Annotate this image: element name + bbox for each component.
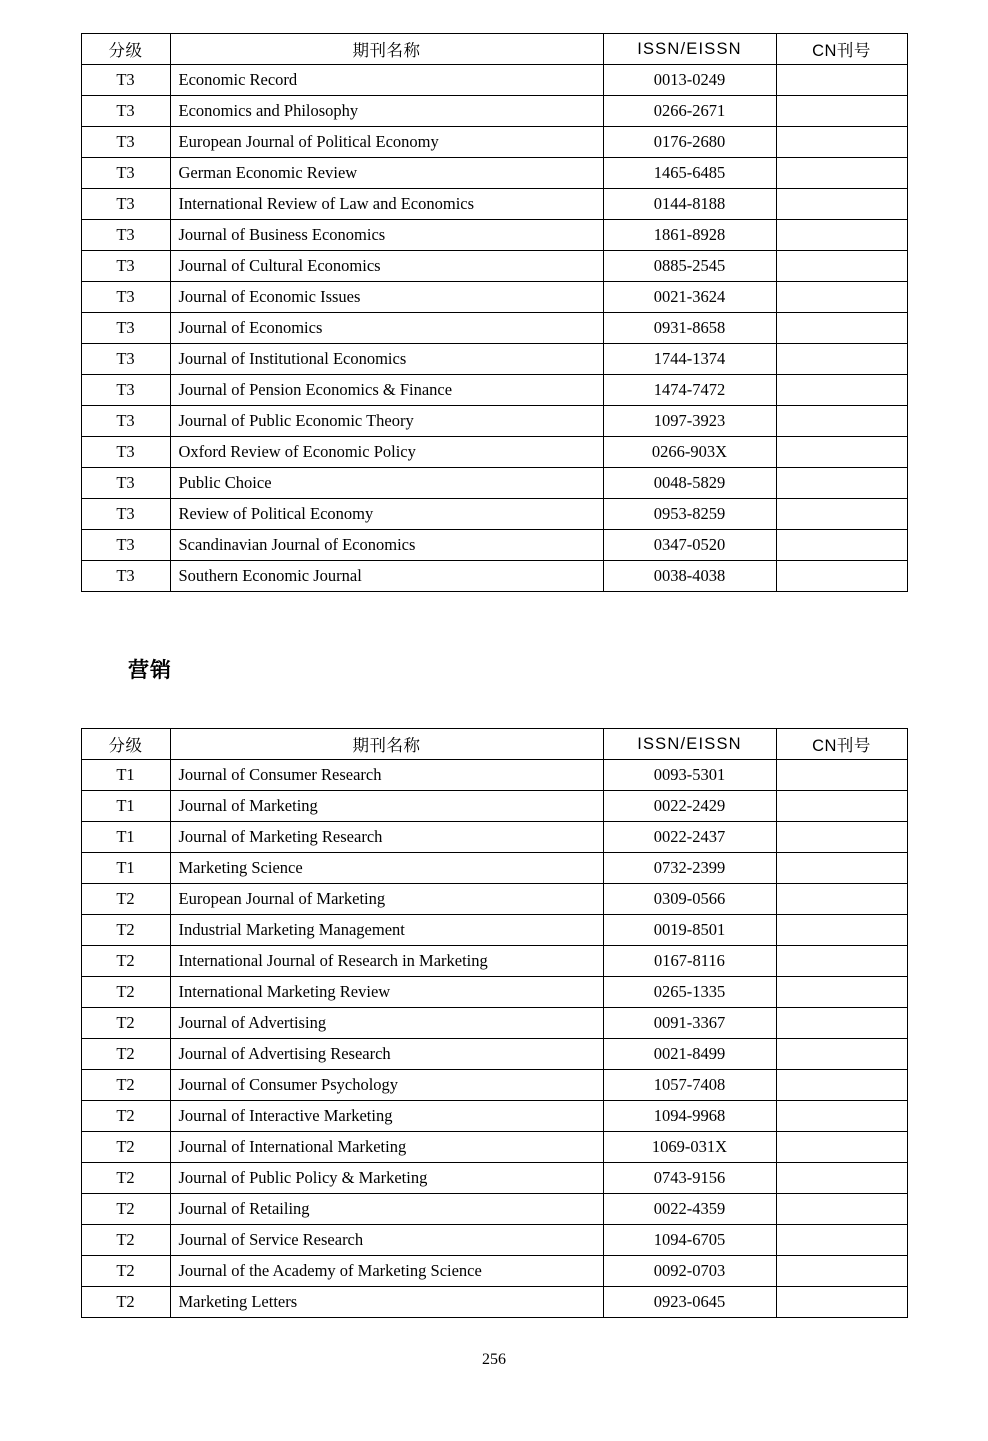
economics-journal-table <box>81 33 908 592</box>
cell-rank: T2 <box>81 946 170 977</box>
cell-journal-name: Journal of Business Economics <box>170 220 603 251</box>
section-gap <box>0 592 988 654</box>
marketing-section-title-block <box>0 654 988 688</box>
column-header-issn: ISSN/EISSN <box>603 34 776 65</box>
cell-rank: T2 <box>81 977 170 1008</box>
cell-cn-number <box>776 1194 907 1225</box>
column-header-rank: 分级 <box>81 34 170 65</box>
cell-cn-number <box>776 96 907 127</box>
marketing-table-wrapper <box>0 728 988 1318</box>
cell-rank: T3 <box>81 344 170 375</box>
cell-issn: 1094-9968 <box>603 1101 776 1132</box>
cell-rank: T3 <box>81 96 170 127</box>
table-row <box>81 884 907 915</box>
column-header-cn-number: CN刊号 <box>776 729 907 760</box>
cell-rank: T2 <box>81 1225 170 1256</box>
column-header-journal-name: 期刊名称 <box>170 34 603 65</box>
table-row <box>81 760 907 791</box>
table-row <box>81 313 907 344</box>
cell-issn: 1744-1374 <box>603 344 776 375</box>
cell-cn-number <box>776 406 907 437</box>
cell-issn: 0309-0566 <box>603 884 776 915</box>
cell-rank: T2 <box>81 1132 170 1163</box>
table-row <box>81 189 907 220</box>
cell-issn: 1057-7408 <box>603 1070 776 1101</box>
cell-issn: 0022-2429 <box>603 791 776 822</box>
cell-journal-name: Journal of Public Economic Theory <box>170 406 603 437</box>
cell-cn-number <box>776 344 907 375</box>
table-row <box>81 1070 907 1101</box>
cell-journal-name: Journal of Consumer Research <box>170 760 603 791</box>
cell-issn: 0092-0703 <box>603 1256 776 1287</box>
cell-journal-name: Journal of Advertising Research <box>170 1039 603 1070</box>
cell-rank: T2 <box>81 1256 170 1287</box>
cell-cn-number <box>776 822 907 853</box>
cell-issn: 0266-903X <box>603 437 776 468</box>
cell-rank: T2 <box>81 1163 170 1194</box>
table-row <box>81 437 907 468</box>
cell-journal-name: International Review of Law and Economics <box>170 189 603 220</box>
cell-rank: T3 <box>81 437 170 468</box>
cell-journal-name: Marketing Science <box>170 853 603 884</box>
cell-issn: 0019-8501 <box>603 915 776 946</box>
table-row <box>81 468 907 499</box>
cell-journal-name: Journal of Service Research <box>170 1225 603 1256</box>
cell-rank: T1 <box>81 822 170 853</box>
cell-rank: T3 <box>81 282 170 313</box>
cell-journal-name: Marketing Letters <box>170 1287 603 1318</box>
cell-journal-name: Journal of Interactive Marketing <box>170 1101 603 1132</box>
cell-cn-number <box>776 791 907 822</box>
cell-journal-name: Journal of Public Policy & Marketing <box>170 1163 603 1194</box>
table-header-row-group-2 <box>81 729 907 760</box>
cell-cn-number <box>776 499 907 530</box>
cell-rank: T2 <box>81 1070 170 1101</box>
table-row <box>81 853 907 884</box>
cell-cn-number <box>776 760 907 791</box>
cell-cn-number <box>776 65 907 96</box>
table-row <box>81 375 907 406</box>
cell-issn: 1465-6485 <box>603 158 776 189</box>
cell-issn: 0048-5829 <box>603 468 776 499</box>
cell-cn-number <box>776 375 907 406</box>
cell-cn-number <box>776 158 907 189</box>
cell-cn-number <box>776 530 907 561</box>
marketing-table-body <box>81 760 907 1318</box>
cell-rank: T1 <box>81 760 170 791</box>
cell-issn: 1094-6705 <box>603 1225 776 1256</box>
cell-journal-name: Journal of Retailing <box>170 1194 603 1225</box>
cell-cn-number <box>776 1287 907 1318</box>
cell-cn-number <box>776 884 907 915</box>
column-header-cn-number: CN刊号 <box>776 34 907 65</box>
cell-issn: 0931-8658 <box>603 313 776 344</box>
cell-rank: T3 <box>81 499 170 530</box>
cell-cn-number <box>776 946 907 977</box>
cell-cn-number <box>776 313 907 344</box>
cell-journal-name: Journal of the Academy of Marketing Science <box>170 1256 603 1287</box>
column-header-issn: ISSN/EISSN <box>603 729 776 760</box>
table-row <box>81 344 907 375</box>
cell-rank: T2 <box>81 1194 170 1225</box>
cell-journal-name: Scandinavian Journal of Economics <box>170 530 603 561</box>
cell-rank: T2 <box>81 1287 170 1318</box>
page-number: 256 <box>482 1351 506 1368</box>
cell-issn: 0022-2437 <box>603 822 776 853</box>
cell-cn-number <box>776 220 907 251</box>
cell-rank: T3 <box>81 220 170 251</box>
cell-journal-name: Journal of Cultural Economics <box>170 251 603 282</box>
cell-journal-name: Economic Record <box>170 65 603 96</box>
cell-rank: T3 <box>81 158 170 189</box>
table-header-row <box>81 34 907 65</box>
cell-issn: 0038-4038 <box>603 561 776 592</box>
cell-cn-number <box>776 1256 907 1287</box>
cell-rank: T2 <box>81 1008 170 1039</box>
cell-journal-name: International Marketing Review <box>170 977 603 1008</box>
cell-cn-number <box>776 1101 907 1132</box>
economics-table-wrapper <box>0 0 988 592</box>
marketing-journal-table <box>81 728 908 1318</box>
cell-journal-name: European Journal of Marketing <box>170 884 603 915</box>
table-row <box>81 1287 907 1318</box>
cell-rank: T3 <box>81 375 170 406</box>
cell-journal-name: Journal of International Marketing <box>170 1132 603 1163</box>
cell-rank: T3 <box>81 313 170 344</box>
cell-cn-number <box>776 1070 907 1101</box>
cell-issn: 0953-8259 <box>603 499 776 530</box>
table-row <box>81 65 907 96</box>
cell-journal-name: German Economic Review <box>170 158 603 189</box>
cell-rank: T2 <box>81 884 170 915</box>
cell-journal-name: Review of Political Economy <box>170 499 603 530</box>
cell-issn: 1474-7472 <box>603 375 776 406</box>
cell-cn-number <box>776 189 907 220</box>
cell-rank: T3 <box>81 561 170 592</box>
table-header-row <box>81 729 907 760</box>
table-row <box>81 1256 907 1287</box>
cell-cn-number <box>776 468 907 499</box>
cell-journal-name: Journal of Advertising <box>170 1008 603 1039</box>
table-row <box>81 530 907 561</box>
cell-issn: 0093-5301 <box>603 760 776 791</box>
cell-journal-name: Journal of Economic Issues <box>170 282 603 313</box>
cell-issn: 0743-9156 <box>603 1163 776 1194</box>
cell-journal-name: Southern Economic Journal <box>170 561 603 592</box>
marketing-section-title: 营销 <box>128 659 172 682</box>
cell-journal-name: Journal of Marketing Research <box>170 822 603 853</box>
table-row <box>81 96 907 127</box>
cell-journal-name: International Journal of Research in Marketing <box>170 946 603 977</box>
cell-issn: 0923-0645 <box>603 1287 776 1318</box>
table-row <box>81 915 907 946</box>
table-row <box>81 158 907 189</box>
table-row <box>81 977 907 1008</box>
table-row <box>81 822 907 853</box>
cell-issn: 0885-2545 <box>603 251 776 282</box>
table-row <box>81 1132 907 1163</box>
table-row <box>81 251 907 282</box>
cell-rank: T3 <box>81 189 170 220</box>
cell-issn: 1097-3923 <box>603 406 776 437</box>
cell-cn-number <box>776 1132 907 1163</box>
cell-rank: T3 <box>81 468 170 499</box>
table-row <box>81 282 907 313</box>
table-row <box>81 1039 907 1070</box>
cell-issn: 0732-2399 <box>603 853 776 884</box>
table-row <box>81 561 907 592</box>
cell-journal-name: Oxford Review of Economic Policy <box>170 437 603 468</box>
cell-cn-number <box>776 915 907 946</box>
cell-rank: T1 <box>81 853 170 884</box>
cell-cn-number <box>776 437 907 468</box>
cell-journal-name: Journal of Institutional Economics <box>170 344 603 375</box>
cell-journal-name: Industrial Marketing Management <box>170 915 603 946</box>
table-row <box>81 1194 907 1225</box>
cell-cn-number <box>776 561 907 592</box>
cell-rank: T3 <box>81 65 170 96</box>
table-row <box>81 220 907 251</box>
column-header-rank: 分级 <box>81 729 170 760</box>
cell-rank: T3 <box>81 406 170 437</box>
table-row <box>81 946 907 977</box>
cell-rank: T2 <box>81 1039 170 1070</box>
cell-journal-name: Journal of Economics <box>170 313 603 344</box>
cell-cn-number <box>776 1039 907 1070</box>
cell-issn: 1069-031X <box>603 1132 776 1163</box>
table-row <box>81 127 907 158</box>
cell-issn: 0266-2671 <box>603 96 776 127</box>
cell-cn-number <box>776 1163 907 1194</box>
cell-rank: T2 <box>81 915 170 946</box>
cell-journal-name: Journal of Pension Economics & Finance <box>170 375 603 406</box>
table-row <box>81 499 907 530</box>
cell-journal-name: Public Choice <box>170 468 603 499</box>
cell-issn: 0021-8499 <box>603 1039 776 1070</box>
table-row <box>81 1101 907 1132</box>
cell-journal-name: Journal of Consumer Psychology <box>170 1070 603 1101</box>
cell-issn: 0022-4359 <box>603 1194 776 1225</box>
table-row <box>81 1163 907 1194</box>
cell-cn-number <box>776 127 907 158</box>
cell-cn-number <box>776 282 907 313</box>
cell-journal-name: Economics and Philosophy <box>170 96 603 127</box>
cell-issn: 0347-0520 <box>603 530 776 561</box>
table-row <box>81 406 907 437</box>
cell-rank: T1 <box>81 791 170 822</box>
economics-table-body <box>81 65 907 592</box>
table-row <box>81 1008 907 1039</box>
cell-issn: 0091-3367 <box>603 1008 776 1039</box>
table-row <box>81 1225 907 1256</box>
cell-cn-number <box>776 977 907 1008</box>
cell-cn-number <box>776 251 907 282</box>
cell-issn: 0176-2680 <box>603 127 776 158</box>
cell-issn: 0013-0249 <box>603 65 776 96</box>
cell-rank: T2 <box>81 1101 170 1132</box>
column-header-journal-name: 期刊名称 <box>170 729 603 760</box>
cell-issn: 0021-3624 <box>603 282 776 313</box>
cell-issn: 1861-8928 <box>603 220 776 251</box>
cell-issn: 0265-1335 <box>603 977 776 1008</box>
cell-rank: T3 <box>81 127 170 158</box>
cell-cn-number <box>776 1225 907 1256</box>
cell-cn-number <box>776 853 907 884</box>
cell-cn-number <box>776 1008 907 1039</box>
cell-journal-name: Journal of Marketing <box>170 791 603 822</box>
title-to-table-gap <box>0 688 988 728</box>
cell-issn: 0167-8116 <box>603 946 776 977</box>
cell-rank: T3 <box>81 251 170 282</box>
cell-rank: T3 <box>81 530 170 561</box>
table-header-row-group <box>81 34 907 65</box>
cell-journal-name: European Journal of Political Economy <box>170 127 603 158</box>
table-row <box>81 791 907 822</box>
cell-issn: 0144-8188 <box>603 189 776 220</box>
